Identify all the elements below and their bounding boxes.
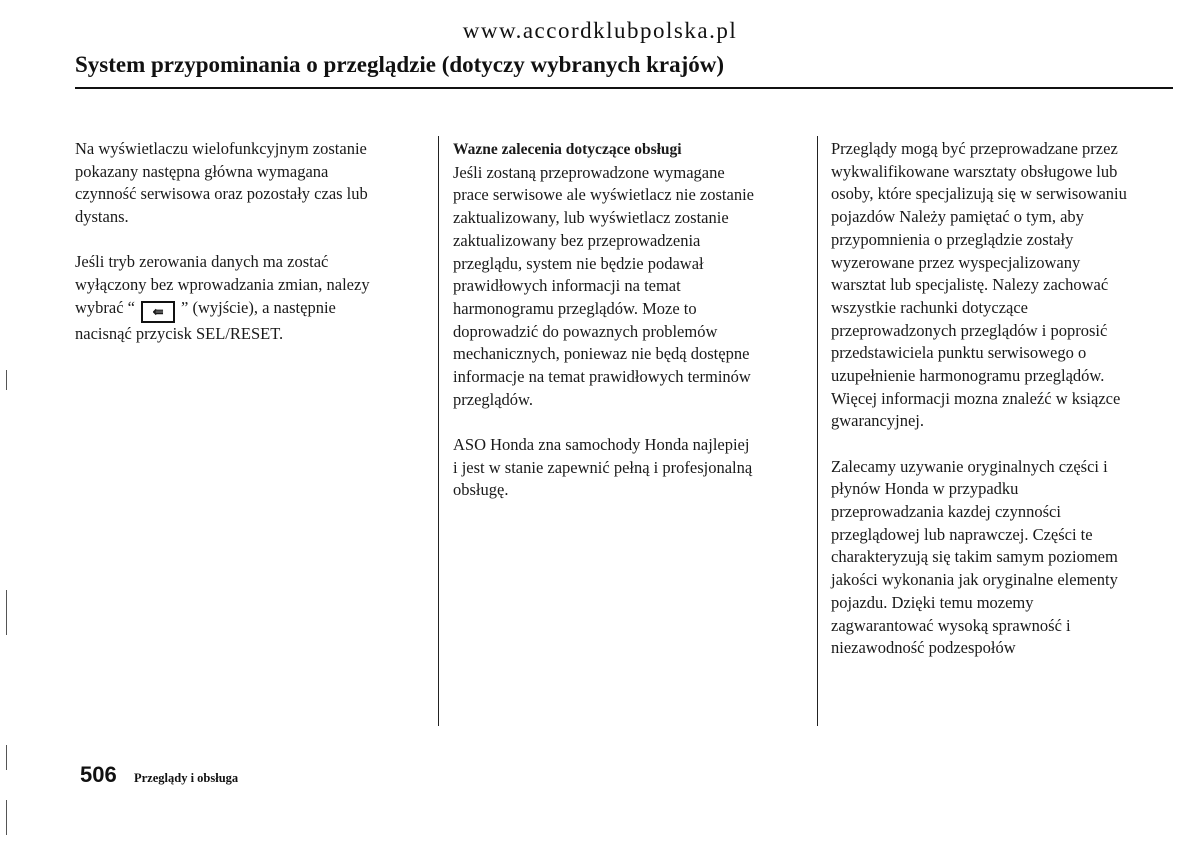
column-middle <box>453 138 803 525</box>
page-number: 506 <box>80 762 117 787</box>
reset-line-4: nacisnąć przycisk SEL/RESET. <box>75 323 284 343</box>
scan-margin-mark <box>6 590 7 635</box>
column-divider-1 <box>438 136 439 726</box>
reset-mode-paragraph <box>75 251 420 345</box>
reset-select-suffix: ” (wyjście), a następnie <box>181 297 336 317</box>
footer-section-name: Przeglądy i obsługa <box>134 771 239 785</box>
reset-select-prefix: wybrać “ <box>75 297 136 317</box>
scan-margin-mark <box>6 370 7 390</box>
reset-line-2: wyłączony bez wprowadzania zmian, nalezy <box>75 275 370 295</box>
scan-margin-mark <box>6 800 7 835</box>
aso-honda-paragraph: ASO Honda zna samochody Honda najlepiej i jest w stanie zapewnić pełną i profesjonalną obsługę. <box>453 434 753 500</box>
qualified-workshops-paragraph: Przeglądy mogą być przeprowadzane przez wykwalifikowane warsztaty obsługowe lub osoby, które specjalizują się w serwisowaniu pojazdów Należy pamiętać o tym, aby przypomnienia o przeglądzie zostały wyzerowane przez wyspecjalizowany warsztat lub specjalistę. Nalezy zachować wszystkie rachunki dotyczące przeprowadzonych przeglądów i poprosić przedstawiciela punktu serwisowego o uzupełnienie harmonogramu przeglądów. Więcej informacji mozna znaleźć w ksiązce gwarancyjnej. <box>831 139 1127 431</box>
column-right <box>831 138 1171 682</box>
column-divider-2 <box>817 136 818 726</box>
exit-icon: ⇚ <box>141 301 175 323</box>
header-rule <box>75 87 1173 89</box>
reset-line-1: Jeśli tryb zerowania danych ma zostać <box>75 252 329 272</box>
column-left <box>75 138 420 368</box>
display-info-paragraph: Na wyświetlaczu wielofunkcyjnym zostanie pokazany następna główna wymagana czynność serwisowa oraz pozostały czas lub dystans. <box>75 139 368 227</box>
genuine-parts-paragraph: Zalecamy uzywanie oryginalnych części i płynów Honda w przypadku przeprowadzania kazdej czynności przeglądowej lub naprawczej. Części te charakteryzują się takim samym poziomem jakości wykonania jak oryginalne elementy pojazdu. Dzięki temu mozemy zagwarantować wysoką sprawność i niezawodność podzespołów <box>831 456 1118 658</box>
maintenance-warning-paragraph: Jeśli zostaną przeprowadzone wymagane prace serwisowe ale wyświetlacz nie zostanie zaktualizowany, lub wyświetlacz zostanie zaktualizowany bez przeprowadzenia przeglądu, system nie będzie podawał prawidłowych informacji na temat harmonogramu przeglądów. Moze to doprowadzić do powaznych problemów mechanicznych, poniewaz nie będą dostępne informacje na temat prawidłowych terminów przeglądów. <box>453 162 754 409</box>
watermark-url: www.accordklubpolska.pl <box>462 18 738 43</box>
scan-margin-mark <box>6 745 7 770</box>
section-heading <box>453 138 803 162</box>
section-heading-text: Wazne zalecenia dotyczące obsługi <box>453 141 682 158</box>
page-title: System przypominania o przeglądzie (dotyczy wybranych krajów) <box>75 52 725 77</box>
